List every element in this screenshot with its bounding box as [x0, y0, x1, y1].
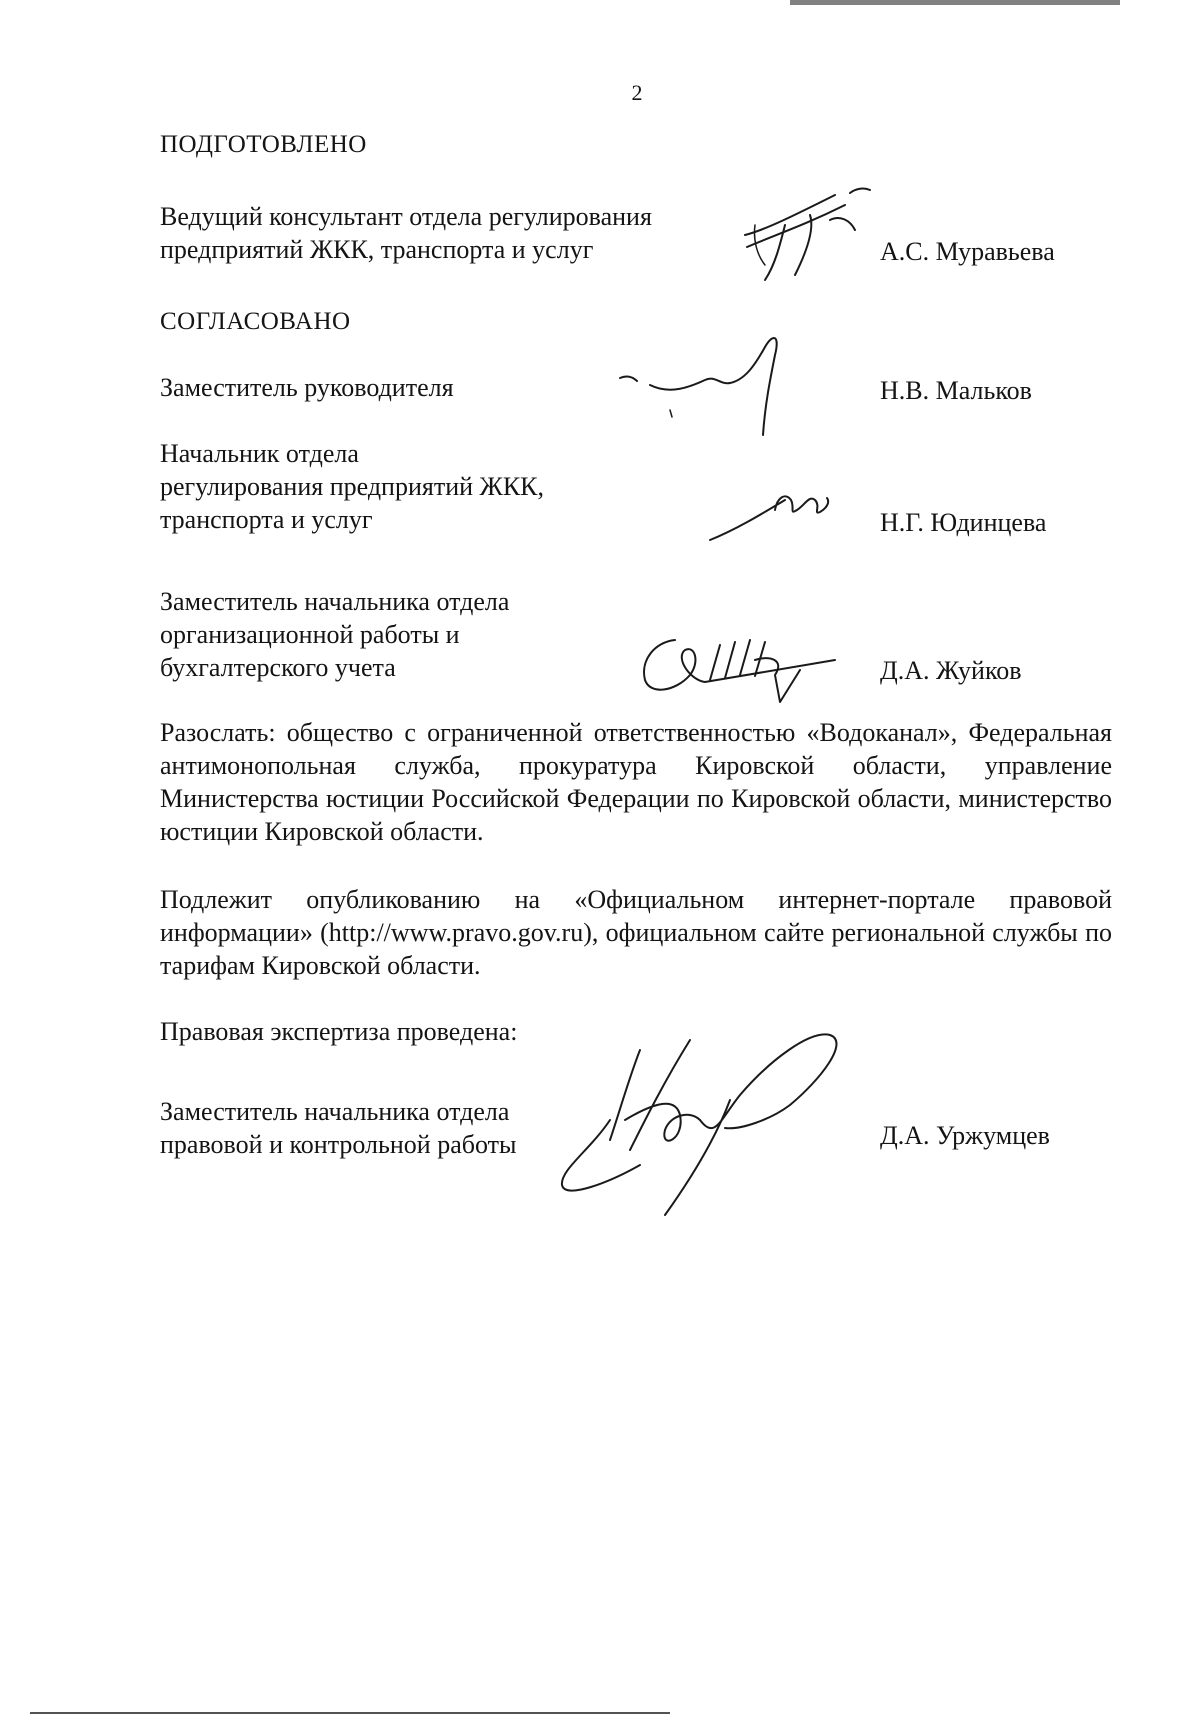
signatory-position-line: бухгалтерского учета [160, 653, 396, 682]
prepared-position-line-2: предприятий ЖКК, транспорта и услуг [160, 235, 594, 264]
signature-yudintseva [705, 480, 835, 550]
signature-zhuikov [635, 620, 845, 710]
signatory-position-line: регулирования предприятий ЖКК, [160, 472, 545, 501]
legal-review-position-line-2: правовой и контрольной работы [160, 1130, 517, 1159]
signatory-position-line: Заместитель руководителя [160, 373, 454, 402]
prepared-name: А.С. Муравьева [880, 237, 1055, 266]
scan-artifact-bottom-line [30, 1712, 670, 1714]
signature-muravyeva [735, 185, 885, 285]
signatory-name: Н.Г. Юдинцева [880, 508, 1047, 537]
prepared-position-line-1: Ведущий консультант отдела регулирования [160, 202, 652, 231]
publication-paragraph: Подлежит опубликованию на «Официальном интернет-портале правовой информации» (http://www.pravo.gov.ru), официальном сайте региональной службы по тарифам Кировской области. [160, 885, 1112, 980]
legal-review-name: Д.А. Уржумцев [880, 1121, 1050, 1150]
distribution-paragraph: Разослать: общество с ограниченной ответственностью «Водоканал», Федеральная антимонопольная служба, прокуратура Кировской области, управление Министерства юстиции Российской Федерации по Кировской области, министерство юстиции Кировской области. [160, 718, 1112, 846]
scan-artifact-top [790, 0, 1120, 5]
signature-malkov [615, 325, 815, 440]
prepared-heading: ПОДГОТОВЛЕНО [160, 131, 367, 158]
signatory-position-line: организационной работы и [160, 620, 460, 649]
agreed-heading: СОГЛАСОВАНО [160, 308, 351, 335]
signatory-name: Н.В. Мальков [880, 376, 1032, 405]
signatory-name: Д.А. Жуйков [880, 656, 1022, 685]
legal-review-heading: Правовая экспертиза проведена: [160, 1017, 518, 1046]
signatory-position-line: транспорта и услуг [160, 505, 373, 534]
legal-review-position-line-1: Заместитель начальника отдела [160, 1097, 510, 1126]
page-number: 2 [631, 80, 643, 105]
signature-urzhumtsev [550, 1020, 870, 1220]
signatory-position-line: Заместитель начальника отдела [160, 587, 510, 616]
signatory-position-line: Начальник отдела [160, 439, 359, 468]
